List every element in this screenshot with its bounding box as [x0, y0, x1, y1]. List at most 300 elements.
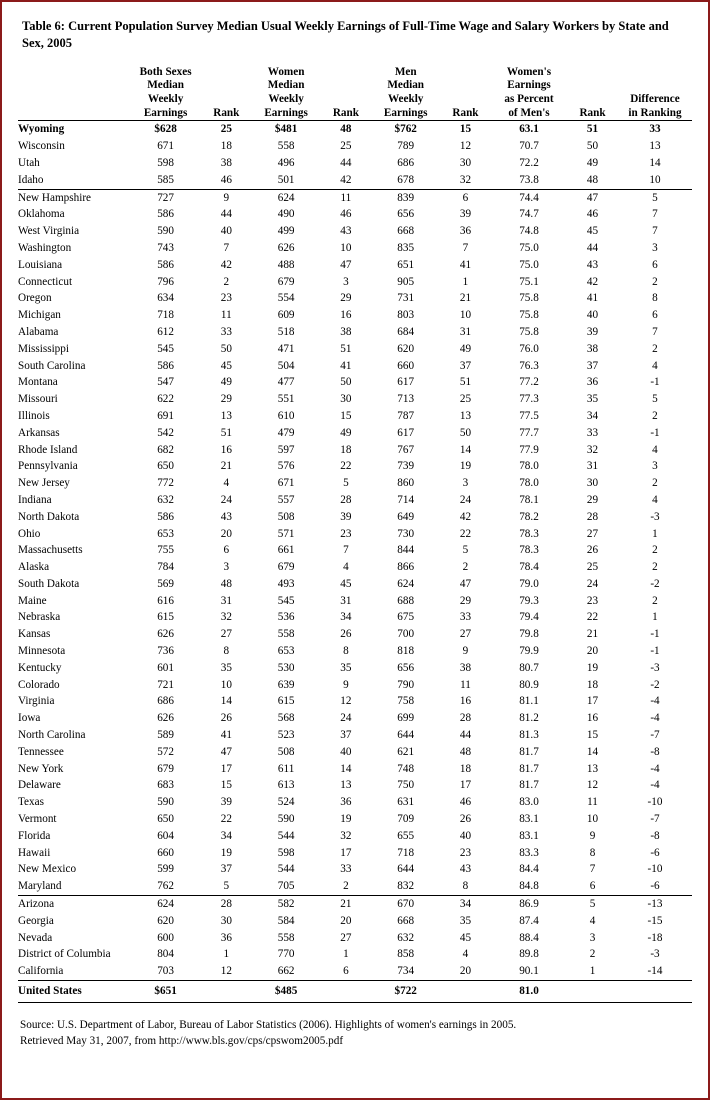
cell-both: $628	[154, 123, 177, 136]
cell-rank4: 21	[586, 628, 599, 641]
cell-both: 721	[157, 678, 174, 691]
cell-both: 604	[157, 829, 174, 842]
cell-pct: 76.3	[519, 359, 539, 372]
cell-men: 656	[397, 661, 415, 674]
cell-rank1: 1	[223, 948, 230, 961]
cell-both: 650	[157, 460, 174, 473]
cell-rank3: 35	[459, 914, 472, 927]
cell-rank1: 50	[220, 342, 232, 355]
cell-state: Indiana	[18, 493, 52, 506]
cell-rank2: 24	[340, 712, 352, 725]
cell-rank3: 47	[459, 577, 472, 590]
table-row	[18, 861, 692, 878]
cell-rank4: 14	[586, 745, 599, 758]
cell-state: Connecticut	[18, 275, 73, 288]
cell-both: 624	[157, 898, 174, 911]
cell-state: Wyoming	[18, 123, 65, 136]
cell-rank3: 41	[459, 258, 472, 271]
cell-rank4: 40	[586, 309, 599, 322]
cell-rank2: 2	[320, 878, 371, 895]
cell-state: Virginia	[18, 695, 55, 708]
cell-rank4: 28	[586, 510, 599, 523]
cell-rank2: 31	[340, 594, 352, 607]
cell-state: Arizona	[18, 898, 55, 911]
cell-pct: 75.0	[519, 258, 539, 271]
cell-women: 624	[277, 191, 295, 204]
cell-rank1: 33	[220, 325, 232, 338]
cell-rank2: 34	[340, 611, 352, 624]
cell-both: 660	[157, 846, 174, 859]
table-row	[18, 374, 692, 391]
cell-rank3: 38	[459, 661, 472, 674]
cell-rank1: 15	[220, 779, 232, 792]
cell-both: 691	[157, 409, 174, 422]
cell-men: 684	[397, 325, 415, 338]
cell-women: $481	[274, 123, 298, 136]
cell-state: Florida	[18, 829, 51, 842]
cell-both: 616	[157, 594, 174, 607]
cell-rank2: 27	[340, 931, 352, 944]
cell-rank3: 48	[459, 745, 472, 758]
cell-men: 631	[397, 796, 415, 809]
cell-rank1: 48	[220, 577, 232, 590]
cell-rank4: 3	[589, 931, 596, 944]
cell-pct: 88.4	[519, 931, 539, 944]
table-row	[18, 660, 692, 677]
cell-rank1: 35	[220, 661, 232, 674]
cell-state: Maine	[18, 594, 47, 607]
table-row	[18, 626, 692, 643]
cell-men: 789	[397, 140, 415, 153]
cell-women: 558	[277, 140, 295, 153]
cell-rank2: 42	[320, 172, 371, 189]
cell-women: 653	[277, 645, 295, 658]
cell-rank4: 7	[589, 863, 596, 876]
cell-rank3: 43	[459, 863, 472, 876]
cell-men: 688	[397, 594, 415, 607]
cell-state: Wisconsin	[18, 140, 65, 153]
cell-pct: 78.3	[519, 527, 539, 540]
cell-pct: 81.2	[519, 712, 539, 725]
cell-women: 571	[277, 527, 295, 540]
cell-rank1: 14	[220, 695, 232, 708]
cell-rank2: 44	[340, 156, 352, 169]
cell-rank3: 34	[459, 898, 472, 911]
cell-rank3: 3	[462, 477, 469, 490]
cell-diff: 7	[652, 208, 658, 221]
cell-pct: 74.8	[519, 225, 539, 238]
cell-state: District of Columbia	[18, 948, 111, 961]
cell-both: 622	[157, 393, 174, 406]
cell-state: Massachusetts	[18, 544, 83, 557]
cell-rank1: 3	[223, 561, 230, 574]
cell-men: 860	[397, 477, 415, 490]
cell-rank3: 12	[459, 140, 472, 153]
cell-women: 488	[277, 258, 295, 271]
cell-men: $762	[394, 123, 417, 136]
cell-rank1: 38	[220, 156, 232, 169]
cell-diff: 6	[652, 309, 658, 322]
cell-men: 644	[397, 863, 415, 876]
cell-women: 611	[277, 762, 295, 775]
cell-rank3: 30	[459, 156, 472, 169]
cell-rank4: 10	[586, 813, 599, 826]
cell-both: $651	[130, 981, 201, 1003]
cell-rank3: 36	[459, 225, 472, 238]
table-row	[18, 257, 692, 274]
cell-pct: 76.0	[519, 342, 539, 355]
cell-state: New Hampshire	[18, 191, 92, 204]
cell-rank1: 45	[220, 359, 232, 372]
cell-state: Iowa	[18, 712, 41, 725]
cell-rank2: 40	[340, 745, 352, 758]
cell-rank1: 4	[223, 477, 230, 490]
cell-rank1	[201, 981, 252, 1003]
cell-pct: 83.0	[519, 796, 539, 809]
cell-women: 471	[277, 342, 295, 355]
table-row	[18, 576, 692, 593]
cell-diff: 2	[652, 477, 658, 490]
cell-state: North Dakota	[18, 510, 80, 523]
cell-men: 709	[397, 813, 415, 826]
cell-men: $722	[371, 981, 440, 1003]
cell-women: 662	[277, 965, 295, 978]
cell-rank2: 7	[343, 544, 349, 557]
cell-diff: -3	[650, 661, 660, 674]
cell-women: 639	[277, 678, 295, 691]
cell-rank2: 14	[340, 762, 352, 775]
cell-diff: -4	[650, 762, 660, 775]
cell-rank1: 21	[220, 460, 232, 473]
cell-diff: 2	[652, 594, 658, 607]
cell-both: 683	[157, 779, 174, 792]
cell-rank4: 34	[586, 409, 599, 422]
cell-women: 584	[277, 914, 295, 927]
cell-pct: 78.0	[519, 477, 539, 490]
cell-pct: 77.3	[519, 393, 539, 406]
cell-women: 479	[277, 426, 295, 439]
cell-rank2: 41	[340, 359, 352, 372]
cell-rank3: 17	[459, 779, 472, 792]
cell-state: South Dakota	[18, 577, 80, 590]
cell-women: 508	[277, 510, 295, 523]
cell-rank4: 20	[586, 645, 599, 658]
cell-diff: -8	[650, 829, 660, 842]
cell-state: Colorado	[18, 678, 60, 691]
cell-men: 678	[371, 172, 440, 189]
cell-rank4: 49	[586, 156, 599, 169]
cell-rank2: 49	[340, 426, 352, 439]
cell-rank4: 11	[587, 796, 598, 809]
cell-diff: 5	[652, 191, 658, 204]
cell-rank1: 42	[220, 258, 232, 271]
table-row	[18, 274, 692, 291]
table-row	[18, 609, 692, 626]
cell-diff: -1	[650, 645, 660, 658]
cell-both: 682	[157, 443, 174, 456]
cell-pct: 74.7	[519, 208, 539, 221]
source-line-2: Retrieved May 31, 2007, from http://www.bls.gov/cps/cpswom2005.pdf	[20, 1035, 344, 1048]
cell-diff: 10	[618, 172, 692, 189]
cell-state: Georgia	[18, 914, 54, 927]
cell-state: Oklahoma	[18, 208, 65, 221]
cell-diff: 14	[649, 156, 661, 169]
header-difference-in-ranking: Difference in Ranking	[618, 66, 692, 121]
cell-pct: 70.7	[519, 140, 539, 153]
cell-pct: 81.0	[491, 981, 567, 1003]
cell-rank3: 19	[459, 460, 472, 473]
cell-rank4: 29	[586, 493, 599, 506]
cell-rank3: 31	[459, 325, 472, 338]
cell-rank2: 3	[343, 275, 349, 288]
cell-rank3: 49	[459, 342, 472, 355]
cell-rank2: 6	[343, 965, 349, 978]
cell-rank1: 17	[220, 762, 232, 775]
page-title: Table 6: Current Population Survey Median Usual Weekly Earnings of Full-Time Wage and Salary Workers by State and Sex, 2005	[22, 19, 669, 50]
cell-both: 727	[157, 191, 174, 204]
cell-both: 671	[157, 140, 174, 153]
cell-state: Kentucky	[18, 661, 62, 674]
cell-diff: -4	[650, 779, 660, 792]
cell-both: 653	[157, 527, 174, 540]
cell-rank3: 24	[459, 493, 472, 506]
cell-rank2: 4	[343, 561, 349, 574]
cell-men: 750	[397, 779, 415, 792]
table-row	[18, 442, 692, 459]
header-both-sexes: Both Sexes Median Weekly Earnings	[130, 66, 201, 121]
cell-rank2: 18	[340, 443, 352, 456]
cell-pct: 63.1	[519, 123, 539, 136]
cell-rank2: 15	[340, 409, 352, 422]
cell-women: 671	[277, 477, 295, 490]
cell-diff: 1	[652, 611, 658, 624]
cell-pct: 87.4	[519, 914, 539, 927]
cell-both: 590	[157, 796, 174, 809]
cell-men: 718	[397, 846, 415, 859]
cell-rank2: 37	[340, 729, 352, 742]
table-row	[18, 643, 692, 660]
cell-rank2	[320, 981, 371, 1003]
cell-women: 477	[277, 376, 295, 389]
table-row	[18, 744, 692, 761]
cell-women: 615	[277, 695, 295, 708]
table-row	[18, 341, 692, 358]
cell-state: Illinois	[18, 409, 50, 422]
cell-men: 905	[397, 275, 415, 288]
cell-rank3: 2	[462, 561, 469, 574]
cell-women: 679	[277, 275, 295, 288]
cell-both: 598	[157, 156, 174, 169]
cell-diff: 13	[649, 140, 661, 153]
cell-rank3: 29	[459, 594, 472, 607]
cell-state: Oregon	[18, 292, 52, 305]
cell-men: 620	[397, 342, 415, 355]
table-row	[18, 408, 692, 425]
cell-rank2: 39	[340, 510, 352, 523]
cell-men: 739	[397, 460, 415, 473]
cell-state: Nebraska	[18, 611, 61, 624]
cell-both: 600	[157, 931, 174, 944]
cell-men: 858	[397, 948, 415, 961]
cell-rank2: 46	[340, 208, 352, 221]
cell-rank1: 7	[223, 241, 230, 254]
cell-both: 589	[157, 729, 174, 742]
cell-rank1: 44	[220, 208, 232, 221]
cell-diff: -1	[650, 628, 660, 641]
cell-both: 736	[157, 645, 174, 658]
cell-rank4: 18	[586, 678, 599, 691]
table-row-total	[18, 981, 692, 1003]
table-row	[18, 526, 692, 543]
cell-rank4: 12	[586, 779, 599, 792]
cell-both: 585	[130, 172, 201, 189]
cell-diff: -2	[650, 577, 660, 590]
table-row	[18, 559, 692, 576]
cell-diff: 5	[652, 393, 658, 406]
cell-state: Alaska	[18, 561, 50, 574]
cell-both: 612	[157, 325, 174, 338]
cell-both: 626	[157, 628, 174, 641]
cell-men: 839	[397, 191, 415, 204]
cell-state: Arkansas	[18, 426, 60, 439]
cell-diff: 7	[652, 325, 658, 338]
cell-pct: 72.2	[519, 156, 539, 169]
cell-rank1: 5	[201, 878, 252, 895]
cell-rank2: 50	[340, 376, 352, 389]
cell-men: 632	[397, 931, 415, 944]
header-rank-men: Rank	[440, 66, 491, 121]
cell-state: New Mexico	[18, 863, 77, 876]
table-row	[18, 458, 692, 475]
cell-pct: 77.7	[519, 426, 539, 439]
cell-diff: -10	[647, 796, 663, 809]
cell-rank2: 20	[340, 914, 352, 927]
cell-both: 590	[157, 225, 174, 238]
cell-rank3: 10	[459, 309, 472, 322]
cell-state: California	[18, 965, 64, 978]
cell-rank4: 35	[586, 393, 599, 406]
cell-women: 523	[277, 729, 295, 742]
cell-rank1: 24	[220, 493, 232, 506]
cell-diff: 2	[652, 342, 658, 355]
cell-rank4: 51	[586, 123, 599, 136]
cell-rank3	[440, 981, 491, 1003]
cell-both: 626	[157, 712, 174, 725]
cell-both: 586	[157, 359, 174, 372]
cell-diff: 2	[652, 409, 658, 422]
cell-diff: 6	[652, 258, 658, 271]
cell-both: 547	[157, 376, 174, 389]
cell-rank3: 22	[459, 527, 472, 540]
cell-women: 518	[277, 325, 295, 338]
cell-rank4: 19	[586, 661, 599, 674]
cell-women: 490	[277, 208, 295, 221]
cell-men: 835	[397, 241, 415, 254]
cell-rank2: 29	[340, 292, 352, 305]
cell-rank1: 2	[223, 275, 230, 288]
source-note	[18, 1017, 692, 1049]
cell-women: 598	[277, 846, 295, 859]
cell-rank4: 41	[586, 292, 599, 305]
cell-rank3: 39	[459, 208, 472, 221]
cell-rank4: 26	[586, 544, 599, 557]
cell-rank4: 50	[586, 140, 599, 153]
cell-men: 713	[397, 393, 415, 406]
cell-both: 796	[157, 275, 174, 288]
cell-both: 634	[157, 292, 174, 305]
cell-rank4: 8	[589, 846, 596, 859]
cell-both: 601	[157, 661, 174, 674]
cell-rank3: 20	[459, 965, 472, 978]
cell-rank2: 45	[340, 577, 352, 590]
cell-diff: 2	[652, 275, 658, 288]
table-row	[18, 878, 692, 895]
cell-men: 734	[397, 965, 415, 978]
cell-pct: 78.2	[519, 510, 539, 523]
cell-women: 499	[277, 225, 295, 238]
cell-women: 508	[277, 745, 295, 758]
cell-women: 609	[277, 309, 295, 322]
cell-diff: -18	[647, 931, 663, 944]
cell-diff: -14	[647, 965, 663, 978]
cell-both: 743	[157, 241, 174, 254]
header-rank-pct: Rank	[567, 66, 618, 121]
cell-diff: 7	[652, 225, 658, 238]
cell-rank1: 37	[220, 863, 232, 876]
cell-rank1: 12	[220, 965, 232, 978]
cell-rank1: 8	[223, 645, 230, 658]
cell-diff: 8	[652, 292, 658, 305]
cell-state: West Virginia	[18, 225, 80, 238]
cell-men: 714	[397, 493, 415, 506]
cell-both: 599	[157, 863, 174, 876]
table-row	[18, 963, 692, 980]
cell-rank3: 9	[462, 645, 469, 658]
table-row	[18, 811, 692, 828]
cell-rank2: 33	[340, 863, 352, 876]
table-row	[18, 727, 692, 744]
cell-rank1: 41	[220, 729, 232, 742]
cell-rank1: 27	[220, 628, 232, 641]
cell-rank1: 28	[220, 898, 232, 911]
cell-men: 656	[397, 208, 415, 221]
table-row	[18, 172, 692, 189]
cell-rank4	[567, 981, 618, 1003]
cell-rank4: 42	[586, 275, 599, 288]
table-row	[18, 492, 692, 509]
cell-men: 644	[397, 729, 415, 742]
cell-state: Kansas	[18, 628, 51, 641]
cell-rank4: 23	[586, 594, 599, 607]
cell-state: Vermont	[18, 813, 57, 826]
table-row	[18, 761, 692, 778]
cell-rank4: 32	[586, 443, 599, 456]
cell-rank2: 28	[340, 493, 352, 506]
cell-rank4: 4	[589, 914, 596, 927]
cell-rank4: 45	[586, 225, 599, 238]
cell-state: Pennsylvania	[18, 460, 78, 473]
cell-rank3: 40	[459, 829, 472, 842]
cell-diff: -4	[650, 712, 660, 725]
cell-women: $485	[252, 981, 321, 1003]
cell-rank4: 16	[586, 712, 599, 725]
cell-diff: 2	[652, 544, 658, 557]
cell-both: 703	[157, 965, 174, 978]
cell-rank2: 8	[343, 645, 349, 658]
cell-pct: 81.7	[519, 745, 539, 758]
cell-pct: 81.7	[519, 779, 539, 792]
cell-rank2: 30	[340, 393, 352, 406]
